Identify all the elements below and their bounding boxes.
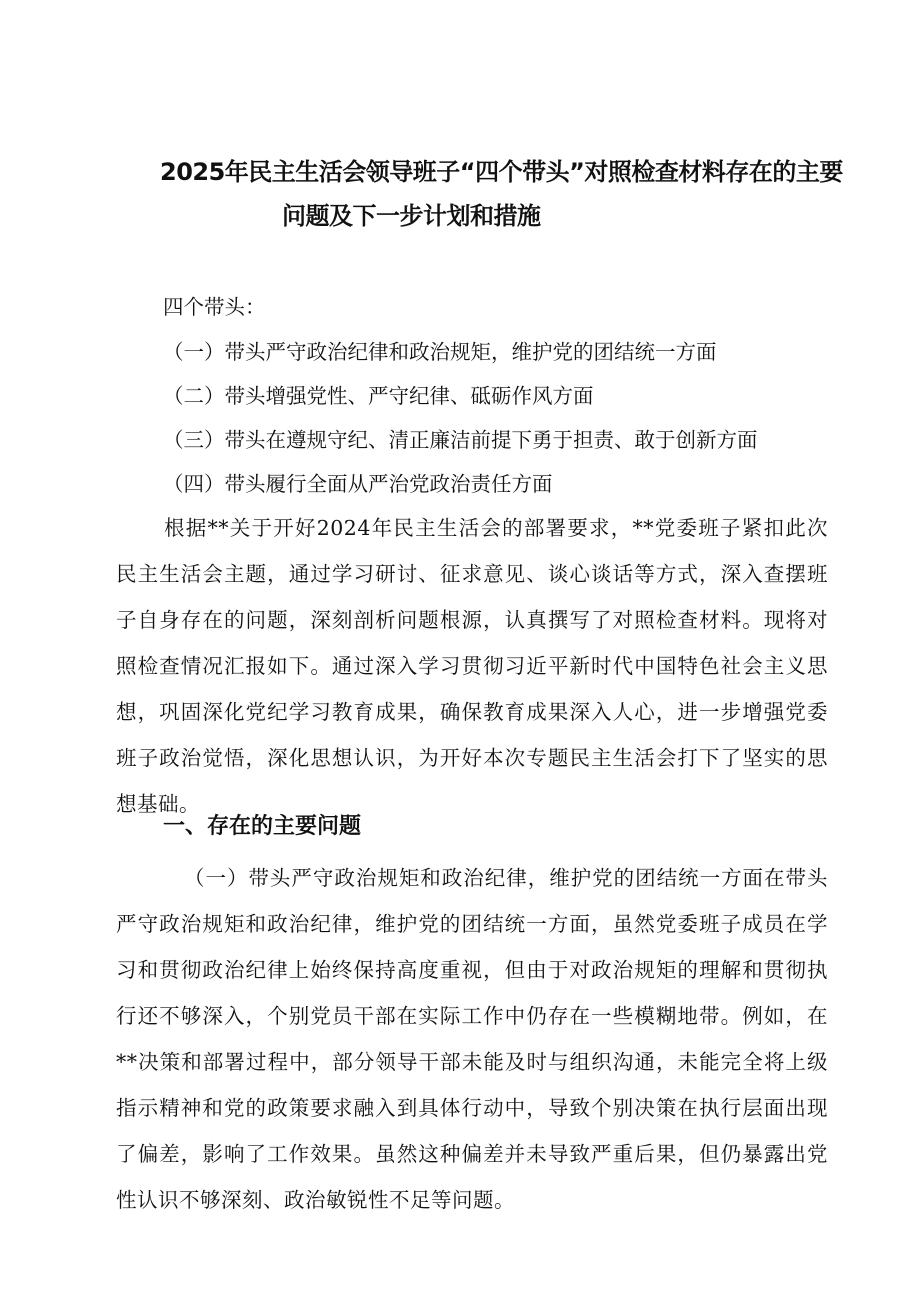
four-leads-item-4: （四）带头履行全面从严治党政治责任方面: [163, 472, 553, 496]
four-leads-item-1: （一）带头严守政治纪律和政治规矩，维护党的团结统一方面: [163, 340, 717, 364]
section-1-heading: 一、存在的主要问题: [163, 814, 362, 839]
title-line-2: 问题及下一步计划和措施: [282, 202, 541, 230]
four-leads-item-2: （二）带头增强党性、严守纪律、砥砺作风方面: [163, 384, 594, 408]
document-title: [160, 150, 850, 238]
four-leads-item-3: （三）带头在遵规守纪、清正廉洁前提下勇于担责、敢于创新方面: [163, 428, 758, 452]
four-leads-label: 四个带头：: [163, 295, 266, 319]
intro-paragraph: 根据**关于开好2024年民主生活会的部署要求，**党委班子紧扣此次民主生活会主题，通过学习研讨、征求意见、谈心谈话等方式，深入查摆班子自身存在的问题，深刻剖析问题根源，认真撰写了对照检查材料。现将对照检查情况汇报如下。通过深入学习贯彻习近平新时代中国特色社会主义思想，巩固深化党纪学习教育成果，确保教育成果深入人心，进一步增强党委班子政治觉悟，深化思想认识，为开好本次专题民主生活会打下了坚实的思想基础。: [116, 516, 828, 816]
section-1-paragraph: （一）带头严守政治规矩和政治纪律，维护党的团结统一方面在带头严守政治规矩和政治纪律，维护党的团结统一方面，虽然党委班子成员在学习和贯彻政治纪律上始终保持高度重视，但由于对政治规矩的理解和贯彻执行还不够深入，个别党员干部在实际工作中仍存在一些模糊地带。例如，在**决策和部署过程中，部分领导干部未能及时与组织沟通，未能完全将上级指示精神和党的政策要求融入到具体行动中，导致个别决策在执行层面出现了偏差，影响了工作效果。虽然这种偏差并未导致严重后果，但仍暴露出党性认识不够深刻、政治敏锐性不足等问题。: [116, 866, 828, 1212]
title-line-1: 2025年民主生活会领导班子“四个带头”对照检查材料存在的主要: [160, 158, 843, 186]
